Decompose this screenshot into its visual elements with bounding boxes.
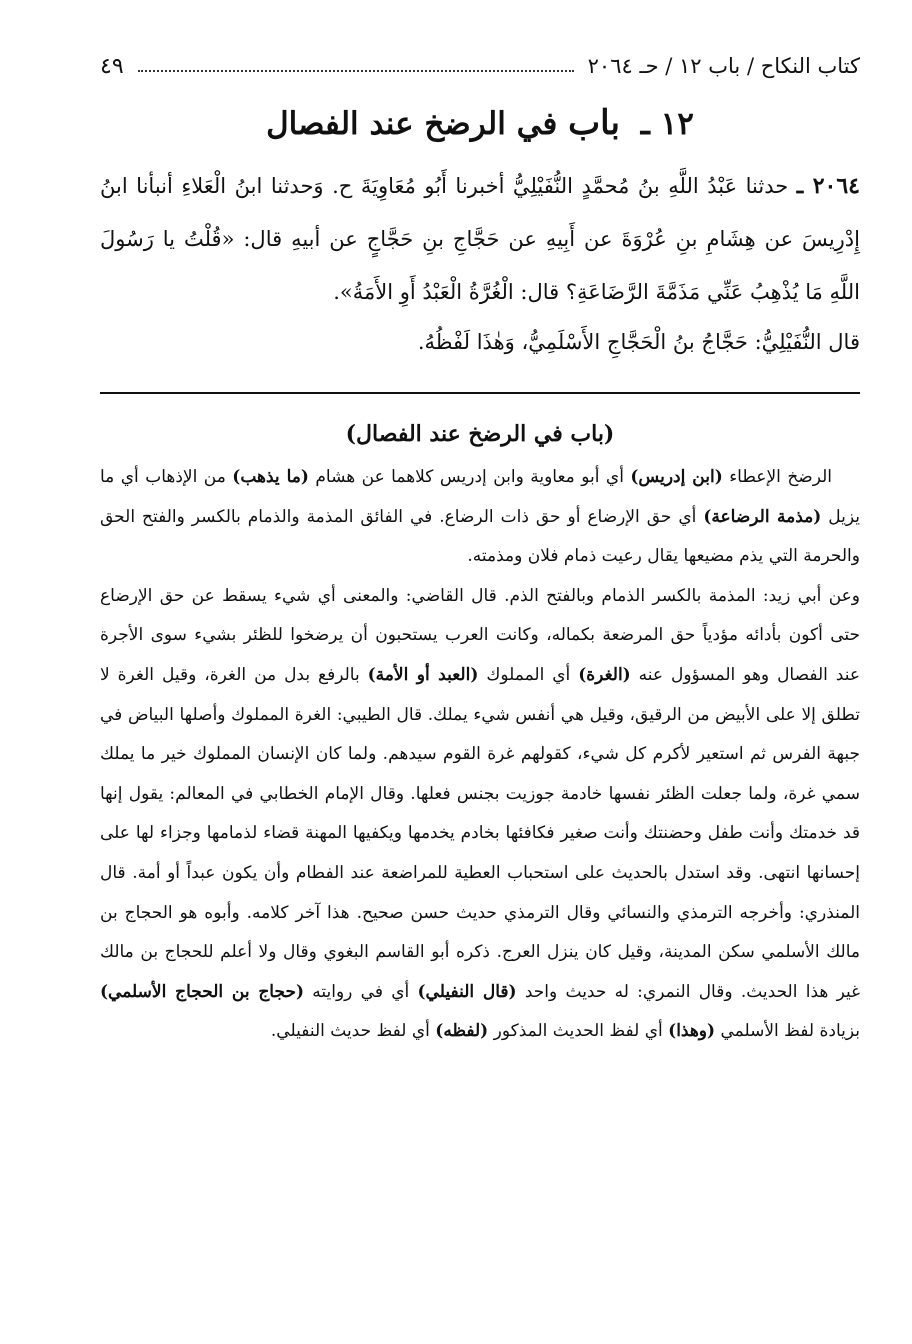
- hadith-text: حدثنا عَبْدُ اللَّهِ بنُ مُحمَّدٍ النُّفَيْلِيُّ أخبرنا أَبُو مُعَاوِيَةَ ح. وَحدثنا ابنُ الْعَلاءِ أنبأنا ابنُ إِدْرِيسَ عن هِشَامِ بنِ عُرْوَةَ عن أَبِيهِ عن حَجَّاجِ بنِ حَجَّاجٍ عن أبيهِ قال: «قُلْتُ يا رَسُولَ اللَّهِ مَا يُذْهِبُ عَنِّي مَذَمَّةَ الرَّضَاعَةِ؟ قال: الْغُرَّةُ الْعَبْدُ أَوِ الأَمَةُ».: [100, 174, 860, 304]
- commentary-keyword: (الغرة): [578, 664, 631, 685]
- commentary-keyword: (ما يذهب): [232, 467, 309, 487]
- commentary-paragraph-1: [100, 458, 860, 577]
- commentary-keyword: (حجاج بن الحجاج الأسلمي): [100, 981, 305, 1002]
- commentary-keyword: (العبد أو الأمة): [367, 664, 479, 685]
- commentary-text: بالرفع بدل من الغرة، وقيل الغرة لا تطلق إلا على الأبيض من الرقيق، وقيل هي أنفس شيء يملك. قال الطيبي: الغرة المملوك وأصلها البياض في جبهة الفرس ثم استعير لأكرم كل شيء، كقولهم غرة القوم سيدهم. ولما كان الإنسان المملوك خير ما يملك سمي غرة، ولما جعلت الظئر نفسها خادمة جوزيت بجنس فعلها. وقال الإمام الخطابي في المعالم: يقول إنها قد خدمتك وأنت طفل وحضنتك وأنت صغير فكافئها بخادم يخدمها ويكفيها المهنة قضاء لذمامها وجزاء لها على إحسانها انتهى. وقد استدل بالحديث على استحباب العطية للمراضعة عند الفطام وأن يكون عبداً أو أمة. قال المنذري: وأخرجه الترمذي والنسائي وقال الترمذي حديث حسن صحيح. هذا آخر كلامه. وأبوه هو الحجاج بن مالك الأسلمي سكن المدينة، وقيل كان ينزل العرج. ذكره أبو القاسم البغوي وقال ولا أعلم للحجاج بن مالك غير هذا الحديث. وقال النمري: له حديث واحد: [100, 664, 860, 1002]
- chapter-title: في الرضخ عند الفصال: [266, 106, 558, 142]
- commentary-text: وعن أبي زيد: المذمة بالكسر الذمام وبالفتح الذم. قال القاضي: والمعنى أي شيء يسقط عن حق الإرضاع حتى أكون بأدائه مؤدياً حق المرضعة بكماله، وكانت العرب يستحبون أن يرضخوا للظئر بشيء سوى الأجرة عند الفصال وهو المسؤول عنه: [100, 585, 861, 685]
- hadith-number: ٢٠٦٤ ـ: [796, 173, 860, 199]
- chapter-heading: [100, 98, 860, 149]
- commentary-text: الرضخ الإعطاء: [722, 467, 833, 487]
- commentary-keyword: (ابن إدريس): [630, 467, 723, 487]
- commentary-text: أي المملوك: [478, 664, 579, 685]
- commentary-keyword: (وهذا): [668, 1021, 716, 1042]
- commentary-text: أي أبو معاوية وابن إدريس كلاهما عن هشام: [308, 467, 631, 487]
- chapter-word: باب: [568, 103, 620, 143]
- commentary-keyword: (مذمة الرضاعة): [703, 506, 822, 527]
- commentary-text: من الإذهاب أي ما يزيل: [100, 467, 860, 527]
- running-header-title: كتاب النكاح / باب ١٢ / حـ ٢٠٦٤: [587, 54, 860, 78]
- dotted-leader: [138, 69, 574, 72]
- commentary-text: أي لفظ حديث النفيلي.: [270, 1021, 436, 1042]
- commentary-text: أي لفظ الحديث المذكور: [488, 1021, 669, 1042]
- commentary-keyword: (قال النفيلي): [417, 981, 517, 1002]
- commentary-body: [100, 458, 860, 1052]
- commentary-text: أي في روايته: [304, 981, 418, 1002]
- page-number: ٤٩: [100, 53, 124, 79]
- running-header: [100, 48, 860, 84]
- commentary-text: أي حق الإرضاع أو حق ذات الرضاع. في الفائق المذمة والذمام بالكسر والفتح الحق والحرمة التي يذم مضيعها يقال رعيت ذمام فلان ومذمته.: [100, 506, 860, 567]
- hadith-note: قال النُّفَيْلِيُّ: حَجَّاجُ بنُ الْحَجَّاجِ الأَسْلَمِيُّ، وَهٰذَا لَفْظُهُ.: [417, 330, 860, 354]
- hadith-text-block: [100, 160, 860, 319]
- commentary-text: بزيادة لفظ الأسلمي: [715, 1021, 860, 1042]
- commentary-heading: (باب في الرضخ عند الفصال): [345, 421, 615, 447]
- commentary-keyword: (لفظه): [435, 1021, 489, 1042]
- section-divider: [100, 392, 860, 394]
- chapter-number: ١٢ ـ: [640, 106, 694, 142]
- commentary-paragraph-2: [100, 577, 860, 1052]
